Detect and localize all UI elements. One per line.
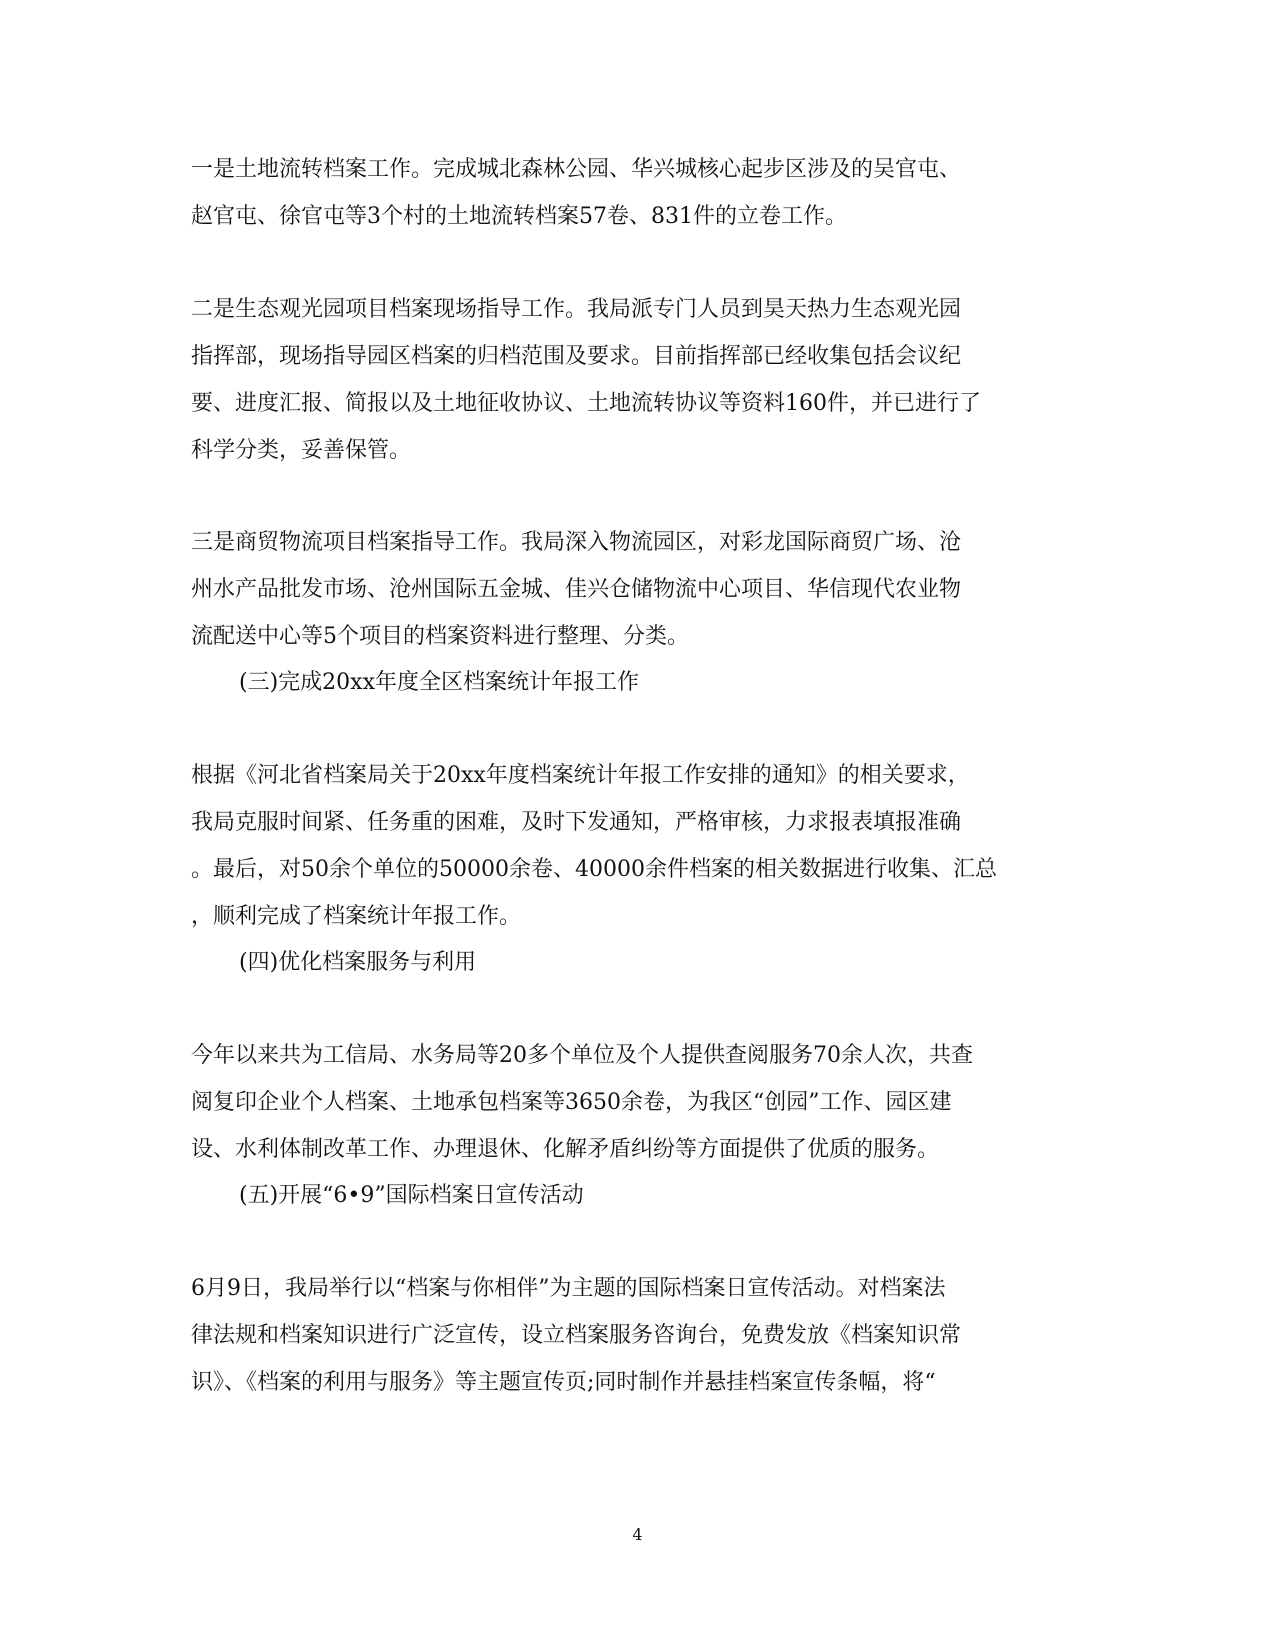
- text-line: 阅复印企业个人档案、土地承包档案等3650余卷，为我区“创园”工作、园区建: [191, 1090, 952, 1115]
- text-line: 二是生态观光园项目档案现场指导工作。我局派专门人员到昊天热力生态观光园: [191, 297, 962, 322]
- text-line: 根据《河北省档案局关于20xx年度档案统计年报工作安排的通知》的相关要求，: [191, 763, 970, 788]
- text-line: 指挥部，现场指导园区档案的归档范围及要求。目前指挥部已经收集包括会议纪: [191, 344, 962, 369]
- text-line: 三是商贸物流项目档案指导工作。我局深入物流园区，对彩龙国际商贸广场、沧: [191, 530, 962, 555]
- section-heading: (四)优化档案服务与利用: [239, 950, 477, 975]
- text-line: 要、进度汇报、简报以及土地征收协议、土地流转协议等资料160件，并已进行了: [191, 391, 981, 416]
- text-line: 科学分类，妥善保管。: [191, 438, 412, 463]
- section-heading: (五)开展“6•9”国际档案日宣传活动: [239, 1183, 584, 1208]
- text-line: 赵官屯、徐官屯等3个村的土地流转档案57卷、831件的立卷工作。: [191, 204, 847, 229]
- text-line: 州水产品批发市场、沧州国际五金城、佳兴仓储物流中心项目、华信现代农业物: [191, 577, 962, 602]
- section-heading: (三)完成20xx年度全区档案统计年报工作: [239, 670, 639, 695]
- text-line: 识》、《档案的利用与服务》等主题宣传页;同时制作并悬挂档案宣传条幅，将“: [191, 1370, 936, 1395]
- text-line: 律法规和档案知识进行广泛宣传，设立档案服务咨询台，免费发放《档案知识常: [191, 1323, 962, 1348]
- text-line: 。最后，对50余个单位的50000余卷、40000余件档案的相关数据进行收集、汇总: [191, 857, 997, 882]
- text-line: 一是土地流转档案工作。完成城北森林公园、华兴城核心起步区涉及的吴官屯、: [191, 157, 962, 182]
- text-line: 流配送中心等5个项目的档案资料进行整理、分类。: [191, 624, 689, 649]
- text-line: 今年以来共为工信局、水务局等20多个单位及个人提供查阅服务70余人次，共查: [191, 1043, 973, 1068]
- page-number: 4: [632, 1525, 643, 1544]
- text-line: 6月9日，我局举行以“档案与你相伴”为主题的国际档案日宣传活动。对档案法: [191, 1276, 946, 1301]
- text-line: 我局克服时间紧、任务重的困难，及时下发通知，严格审核，力求报表填报准确: [191, 810, 962, 835]
- text-line: ，顺利完成了档案统计年报工作。: [191, 904, 522, 929]
- text-line: 设、水利体制改革工作、办理退休、化解矛盾纠纷等方面提供了优质的服务。: [191, 1137, 940, 1162]
